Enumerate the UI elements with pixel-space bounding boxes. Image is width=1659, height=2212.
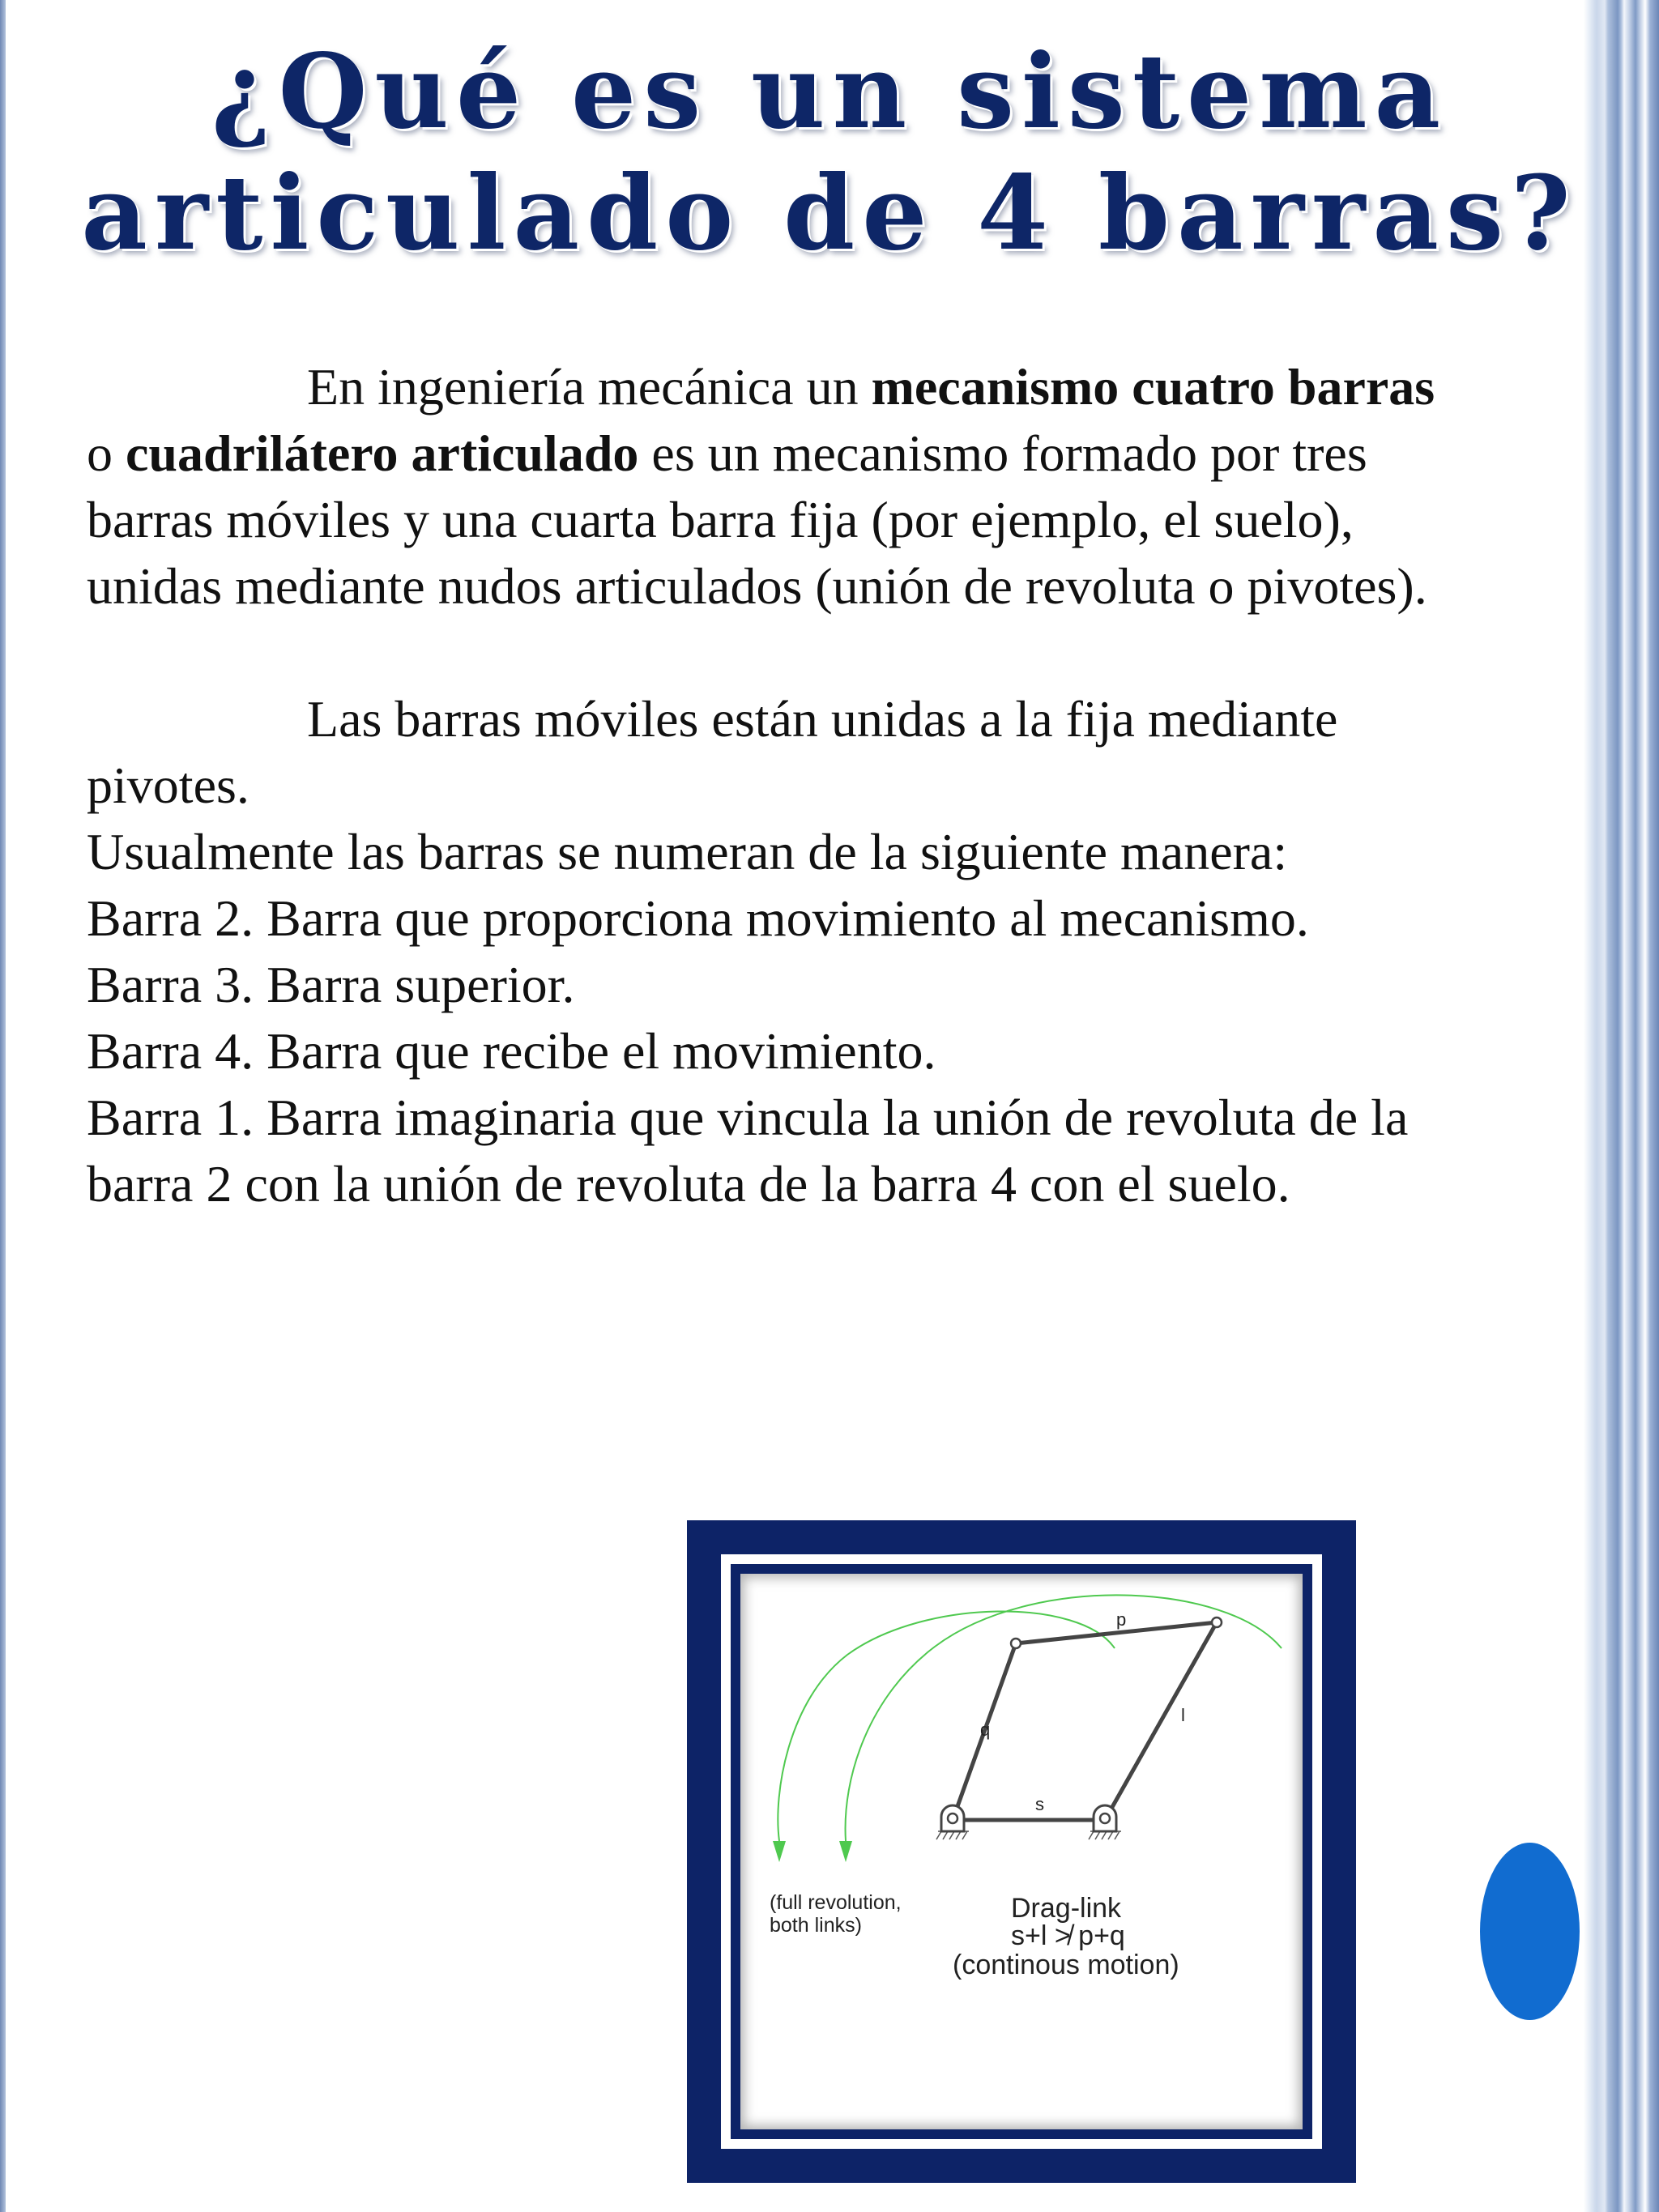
caption-inequality: s+l ≯ p+q	[1011, 1920, 1125, 1951]
label-p: p	[1116, 1609, 1127, 1630]
line-bar-2: Barra 2. Barra que proporciona movimiento al mecanismo.	[87, 889, 1309, 947]
paragraph-definition	[87, 354, 1456, 620]
slide-body	[87, 354, 1456, 1217]
right-decorative-border	[1584, 0, 1659, 2212]
link-l	[1105, 1622, 1217, 1820]
pivot-left-center	[948, 1813, 957, 1823]
rotation-arc-inner	[846, 1595, 1282, 1841]
joint-q-p	[1011, 1639, 1021, 1648]
label-s: s	[1035, 1794, 1044, 1814]
caption-continuous-motion: (continous motion)	[953, 1950, 1179, 1980]
term-four-bar-mechanism: mecanismo cuatro barras	[871, 358, 1435, 416]
title-line-1: ¿Qué es un sistema	[211, 32, 1448, 151]
paragraph-text: o	[87, 424, 126, 482]
note-both-links: both links)	[770, 1914, 862, 1937]
paragraph-text: En ingeniería mecánica un	[307, 358, 872, 416]
note-full-revolution: (full revolution,	[770, 1891, 902, 1914]
label-q: q	[980, 1720, 991, 1740]
figure-frame	[687, 1520, 1356, 2183]
arrow-head-outer	[773, 1841, 786, 1862]
line-bar-1: Barra 1. Barra imaginaria que vincula la unión de revoluta de la barra 2 con la unión de revoluta de la barra 4 con el suelo.	[87, 1089, 1409, 1213]
line-numbering-intro: Usualmente las barras se numeran de la siguiente manera:	[87, 823, 1288, 880]
line-bar-4: Barra 4. Barra que recibe el movimiento.	[87, 1022, 936, 1080]
linkage-diagram-svg	[740, 1574, 1303, 2129]
four-bar-diagram	[740, 1574, 1303, 2129]
label-l: l	[1181, 1705, 1185, 1725]
joint-p-l	[1212, 1617, 1222, 1627]
slide-title	[0, 31, 1659, 274]
title-line-2: articulado de 4 barras?	[81, 153, 1578, 273]
decorative-blue-oval	[1480, 1843, 1580, 2020]
left-border	[0, 0, 6, 2212]
term-articulated-quadrilateral: cuadrilátero articulado	[126, 424, 639, 482]
pivot-right-center	[1100, 1813, 1110, 1823]
line-bar-3: Barra 3. Barra superior.	[87, 956, 575, 1013]
caption-drag-link: Drag-link	[1011, 1893, 1122, 1924]
paragraph-text: es un mecanismo formado por tres barras móviles y una cuarta barra fija (por ejemplo, el suelo), unidas mediante nudos articulados (unión de revoluta o pivotes).	[87, 424, 1427, 615]
paragraph-pivots	[87, 686, 1456, 819]
arrow-head-inner	[839, 1841, 852, 1862]
paragraph-text: Las barras móviles están unidas a la fija mediante pivotes.	[87, 690, 1338, 814]
